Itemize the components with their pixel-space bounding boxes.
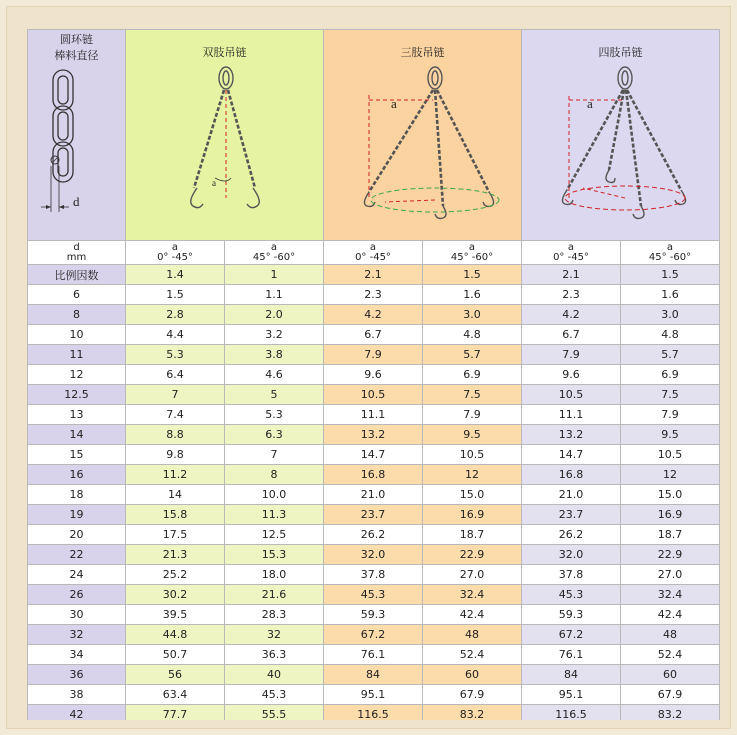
table-row [28,645,720,665]
load-cell: 15.0 [621,485,720,505]
double-leg-title: 双肢吊链 [202,46,247,59]
load-cell: 59.3 [522,605,621,625]
load-cell: 15.3 [225,545,324,565]
load-cell: 7 [126,385,225,405]
load-cell: 32 [225,625,324,645]
load-cell: 45.3 [225,685,324,705]
load-cell: 67.2 [522,625,621,645]
load-cell: 18.7 [621,525,720,545]
triple-leg-sling-icon [325,60,521,230]
table-row [28,525,720,545]
load-cell: 7.5 [423,385,522,405]
load-cell: 14.7 [522,445,621,465]
load-cell: 10.0 [225,485,324,505]
load-cell: 55.5 [225,705,324,721]
diameter-cell: 26 [28,585,126,605]
load-cell: 26.2 [324,525,423,545]
page-frame [6,6,731,729]
chain-load-table-sheet [27,29,720,720]
load-cell: 42.4 [621,605,720,625]
load-cell: 11.2 [126,465,225,485]
load-cell: 9.8 [126,445,225,465]
load-cell: 1.5 [126,285,225,305]
load-cell: 95.1 [522,685,621,705]
load-cell: 10.5 [522,385,621,405]
load-cell: 27.0 [423,565,522,585]
d-header-label: d [73,241,80,253]
load-cell: 11.1 [522,405,621,425]
chain-link-diagram [29,62,125,232]
load-cell: 6.9 [423,365,522,385]
load-cell: 52.4 [423,645,522,665]
load-cell: 4.2 [324,305,423,325]
load-cell: 18.7 [423,525,522,545]
table-row [28,605,720,625]
load-cell: 30.2 [126,585,225,605]
load-cell: 8 [225,465,324,485]
load-table-body [28,285,720,721]
load-cell: 21.0 [324,485,423,505]
load-cell: 16.8 [324,465,423,485]
diameter-cell: 12.5 [28,385,126,405]
load-cell: 116.5 [324,705,423,721]
double-leg-sling-icon [127,60,323,230]
triple-range2-header: a 45° -60° [423,241,522,265]
load-cell: 3.8 [225,345,324,365]
diameter-cell: 36 [28,665,126,685]
load-cell: 63.4 [126,685,225,705]
load-cell: 27.0 [621,565,720,585]
table-row [28,665,720,685]
load-cell: 13.2 [324,425,423,445]
triple-leg-title: 三肢吊链 [400,46,445,59]
load-cell: 12.5 [225,525,324,545]
load-cell: 7.9 [423,405,522,425]
load-cell: 84 [522,665,621,685]
load-cell: 22.9 [621,545,720,565]
round-chain-title: 圆环链 [60,33,93,46]
load-cell: 76.1 [324,645,423,665]
table-row [28,445,720,465]
load-cell: 45.3 [522,585,621,605]
triple-angle-label: a [390,96,397,111]
load-cell: 56 [126,665,225,685]
load-cell: 116.5 [522,705,621,721]
load-cell: 5.3 [225,405,324,425]
diameter-cell: 11 [28,345,126,365]
load-cell: 9.6 [522,365,621,385]
load-cell: 10.5 [423,445,522,465]
load-cell: 1.6 [621,285,720,305]
diameter-cell: 34 [28,645,126,665]
header-double-leg [126,30,324,241]
load-cell: 32.4 [621,585,720,605]
table-row [28,425,720,445]
load-cell: 5.7 [423,345,522,365]
load-cell: 7.9 [324,345,423,365]
load-cell: 83.2 [423,705,522,721]
diameter-cell: 30 [28,605,126,625]
table-row [28,365,720,385]
diameter-cell: 16 [28,465,126,485]
load-cell: 67.9 [621,685,720,705]
chain-load-table [27,29,720,720]
load-cell: 4.2 [522,305,621,325]
load-cell: 23.7 [324,505,423,525]
diameter-cell: 19 [28,505,126,525]
load-cell: 77.7 [126,705,225,721]
load-cell: 42.4 [423,605,522,625]
load-cell: 11.1 [324,405,423,425]
load-cell: 3.0 [423,305,522,325]
load-cell: 4.6 [225,365,324,385]
header-round-chain [28,30,126,241]
load-cell: 17.5 [126,525,225,545]
diameter-cell: 15 [28,445,126,465]
factor-label: 比例因数 [28,265,126,285]
factor-cell: 1.5 [621,265,720,285]
load-cell: 9.5 [621,425,720,445]
load-cell: 4.8 [423,325,522,345]
table-row [28,685,720,705]
load-cell: 6.3 [225,425,324,445]
load-cell: 37.8 [522,565,621,585]
load-cell: 3.2 [225,325,324,345]
load-cell: 83.2 [621,705,720,721]
d-mm-header [28,241,126,265]
triple-range1-header: a 0° -45° [324,241,423,265]
quad-range2-header: a 45° -60° [621,241,720,265]
load-cell: 6.4 [126,365,225,385]
diameter-cell: 32 [28,625,126,645]
double-angle-label: a [211,178,216,188]
quad-range1-header: a 0° -45° [522,241,621,265]
load-cell: 67.2 [324,625,423,645]
factor-cell: 2.1 [324,265,423,285]
header-quad-leg [522,30,720,241]
load-cell: 23.7 [522,505,621,525]
load-cell: 11.3 [225,505,324,525]
load-cell: 16.8 [522,465,621,485]
load-cell: 50.7 [126,645,225,665]
load-cell: 4.8 [621,325,720,345]
diameter-cell: 14 [28,425,126,445]
load-cell: 7.9 [621,405,720,425]
factor-cell: 1 [225,265,324,285]
load-cell: 84 [324,665,423,685]
load-cell: 21.0 [522,485,621,505]
diameter-cell: 8 [28,305,126,325]
quad-angle-label: a [586,96,593,111]
load-cell: 6.7 [324,325,423,345]
load-cell: 18.0 [225,565,324,585]
diameter-cell: 12 [28,365,126,385]
load-cell: 15.8 [126,505,225,525]
table-row [28,285,720,305]
load-cell: 8.8 [126,425,225,445]
load-cell: 10.5 [324,385,423,405]
bar-diameter-title: 棒料直径 [54,49,99,62]
load-cell: 4.4 [126,325,225,345]
load-cell: 14.7 [324,445,423,465]
load-cell: 7.9 [522,345,621,365]
load-cell: 2.8 [126,305,225,325]
load-cell: 60 [621,665,720,685]
table-row [28,625,720,645]
load-cell: 6.7 [522,325,621,345]
table-row [28,505,720,525]
table-row [28,565,720,585]
load-cell: 1.1 [225,285,324,305]
diameter-cell: 13 [28,405,126,425]
load-cell: 9.5 [423,425,522,445]
table-row [28,385,720,405]
load-cell: 5 [225,385,324,405]
load-cell: 2.3 [324,285,423,305]
header-triple-leg [324,30,522,241]
factor-cell: 1.4 [126,265,225,285]
load-cell: 37.8 [324,565,423,585]
load-cell: 7.4 [126,405,225,425]
table-row [28,545,720,565]
load-cell: 45.3 [324,585,423,605]
factor-cell: 1.5 [423,265,522,285]
load-cell: 25.2 [126,565,225,585]
factor-cell: 2.1 [522,265,621,285]
load-cell: 52.4 [621,645,720,665]
load-cell: 21.6 [225,585,324,605]
load-cell: 32.0 [522,545,621,565]
load-cell: 21.3 [126,545,225,565]
table-row [28,705,720,721]
load-cell: 32.0 [324,545,423,565]
quad-leg-sling-icon [523,60,719,230]
load-cell: 9.6 [324,365,423,385]
load-cell: 3.0 [621,305,720,325]
load-cell: 44.8 [126,625,225,645]
table-row [28,305,720,325]
table-row [28,405,720,425]
load-cell: 10.5 [621,445,720,465]
load-cell: 12 [621,465,720,485]
diameter-cell: 18 [28,485,126,505]
load-cell: 28.3 [225,605,324,625]
d-dimension-label: d [72,194,79,209]
table-row [28,465,720,485]
table-row [28,345,720,365]
load-cell: 1.6 [423,285,522,305]
load-cell: 5.3 [126,345,225,365]
load-cell: 59.3 [324,605,423,625]
quad-leg-title: 四肢吊链 [598,46,643,59]
load-cell: 7 [225,445,324,465]
table-row [28,485,720,505]
diameter-cell: 10 [28,325,126,345]
load-cell: 36.3 [225,645,324,665]
load-cell: 39.5 [126,605,225,625]
load-cell: 2.3 [522,285,621,305]
table-row [28,325,720,345]
double-range1-header: a 0° -45° [126,241,225,265]
diameter-cell: 20 [28,525,126,545]
diameter-cell: 24 [28,565,126,585]
load-cell: 76.1 [522,645,621,665]
double-range2-header: a 45° -60° [225,241,324,265]
diameter-cell: 38 [28,685,126,705]
load-cell: 2.0 [225,305,324,325]
load-cell: 26.2 [522,525,621,545]
load-cell: 14 [126,485,225,505]
diameter-cell: 22 [28,545,126,565]
load-cell: 32.4 [423,585,522,605]
table-row [28,585,720,605]
load-cell: 5.7 [621,345,720,365]
load-cell: 13.2 [522,425,621,445]
load-cell: 16.9 [423,505,522,525]
load-cell: 40 [225,665,324,685]
load-cell: 7.5 [621,385,720,405]
load-cell: 48 [423,625,522,645]
load-cell: 60 [423,665,522,685]
diameter-cell: 42 [28,705,126,721]
load-cell: 95.1 [324,685,423,705]
load-cell: 48 [621,625,720,645]
load-cell: 15.0 [423,485,522,505]
load-cell: 22.9 [423,545,522,565]
load-cell: 12 [423,465,522,485]
load-cell: 67.9 [423,685,522,705]
mm-header-label: mm [66,251,87,263]
diameter-cell: 6 [28,285,126,305]
load-cell: 6.9 [621,365,720,385]
load-cell: 16.9 [621,505,720,525]
